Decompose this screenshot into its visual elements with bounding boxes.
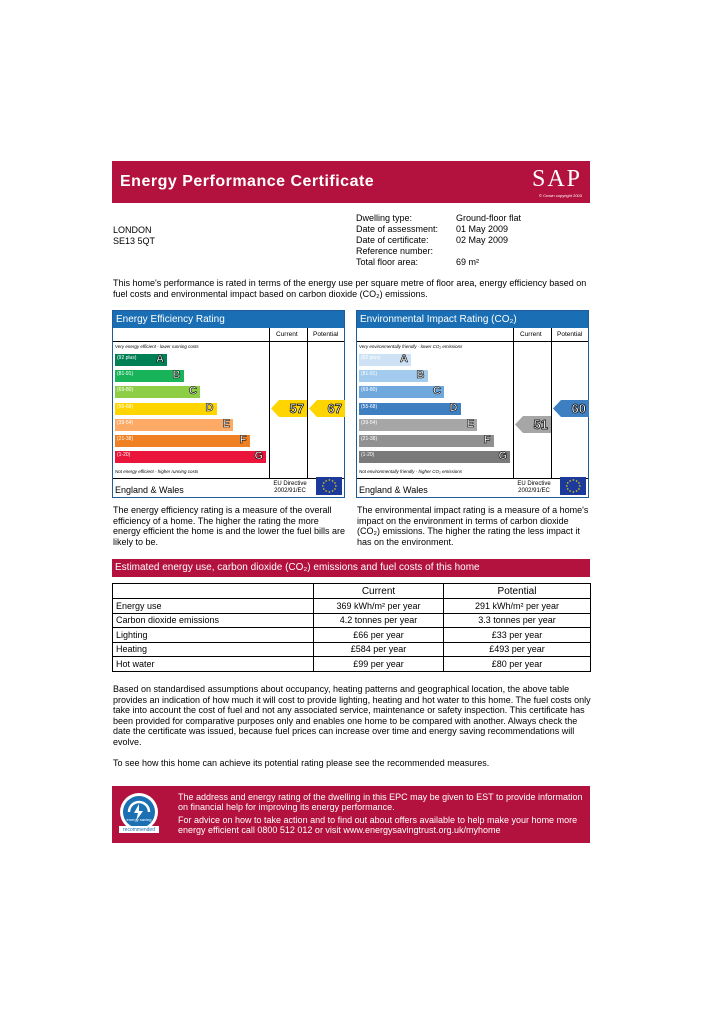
- footer-banner: [112, 786, 590, 843]
- eu-star-icon: ★: [577, 481, 581, 485]
- band-range: (55-68): [361, 403, 378, 410]
- bottom-note: Not environmentally friendly - higher CO₂ emissions: [359, 469, 463, 474]
- efficiency-description: The energy efficiency rating is a measure of the overall efficiency of a home. The higher the rating the more energy efficient the home is and the lower the fuel bills are likely to be.: [113, 505, 345, 547]
- detail-value: [456, 246, 521, 257]
- band-letter: D: [449, 401, 458, 414]
- footer-text-1: The address and energy rating of the dwelling in this EPC may be given to EST to provide information on financial help for improving its energy performance.: [178, 792, 583, 812]
- logo-text: energy saving: [126, 817, 152, 822]
- eu-directive: EU Directive 2002/91/EC: [517, 481, 551, 494]
- potential-rating-pointer: [309, 400, 345, 417]
- eu-star-icon: ★: [577, 487, 581, 491]
- sap-logo-sub: © Crown copyright 2003: [539, 193, 582, 198]
- eu-flag-icon: [316, 477, 342, 495]
- band-range: (69-80): [117, 387, 134, 394]
- table-row: [113, 613, 591, 628]
- row-current: £66 per year: [314, 628, 444, 643]
- current-column-header: Current: [276, 331, 298, 338]
- row-divider: [357, 478, 588, 479]
- eu-star-icon: ★: [328, 478, 331, 482]
- current-rating-pointer: [515, 416, 551, 433]
- row-current: £584 per year: [314, 642, 444, 657]
- row-potential: £493 per year: [444, 642, 591, 657]
- see-measures-text: To see how this home can achieve its potential rating please see the recommended measures.: [113, 758, 490, 768]
- detail-label: Total floor area:: [356, 257, 419, 267]
- table-header-blank: [113, 584, 314, 599]
- detail-label: Dwelling type:: [356, 213, 413, 223]
- rating-band-d: [359, 403, 461, 415]
- row-name: Energy use: [113, 599, 314, 614]
- eu-star-icon: ★: [572, 490, 575, 494]
- band-letter: C: [433, 385, 441, 398]
- eu-star-icon: ★: [328, 490, 331, 494]
- row-current: 369 kWh/m² per year: [314, 599, 444, 614]
- eu-flag-icon: [560, 477, 586, 495]
- eu-star-icon: ★: [568, 489, 572, 494]
- estimates-table: [112, 583, 591, 672]
- rating-band-d: [115, 403, 217, 415]
- column-divider: [307, 328, 308, 478]
- current-rating-value: 51: [533, 417, 548, 433]
- column-divider: [269, 328, 270, 478]
- eu-star-icon: ★: [321, 484, 325, 488]
- detail-label: Reference number:: [356, 246, 434, 256]
- intro-text: This home's performance is rated in terms of the energy use per square metre of floor area, energy efficiency based on fuel costs and environmental impact based on carbon dioxide (CO₂) emissions.: [113, 278, 587, 299]
- row-current: 4.2 tonnes per year: [314, 613, 444, 628]
- row-name: Hot water: [113, 657, 314, 672]
- band-range: (1-20): [361, 452, 375, 459]
- environmental-impact-title: Environmental Impact Rating (CO₂): [357, 311, 588, 328]
- logo-recommended: recommended: [123, 827, 155, 833]
- band-letter: B: [416, 369, 425, 382]
- rating-band-a: [115, 354, 167, 366]
- column-divider: [551, 328, 552, 478]
- detail-row: [356, 246, 521, 257]
- row-divider: [113, 341, 344, 342]
- band-letter: A: [156, 353, 164, 365]
- rating-band-b: [359, 370, 428, 382]
- environmental-impact-panel: [356, 310, 589, 498]
- band-range: (69-80): [361, 387, 378, 394]
- current-column-header: Current: [520, 331, 542, 338]
- footer-text: [178, 792, 586, 838]
- band-range: (81-91): [361, 371, 378, 378]
- rating-band-g: [359, 451, 510, 463]
- current-rating-pointer: [271, 400, 307, 417]
- eu-star-icon: ★: [333, 487, 337, 491]
- page-title: Energy Performance Certificate: [120, 173, 375, 190]
- detail-value: 01 May 2009: [456, 224, 509, 234]
- detail-value: Ground-floor flat: [456, 213, 522, 223]
- potential-rating-value: 67: [327, 401, 342, 417]
- column-divider: [513, 328, 514, 478]
- row-potential: 3.3 tonnes per year: [444, 613, 591, 628]
- eu-star-icon: ★: [331, 478, 334, 483]
- detail-label: Date of certificate:: [356, 235, 429, 245]
- eu-star-icon: ★: [578, 484, 582, 488]
- table-header-current: Current: [314, 584, 444, 599]
- detail-row: [356, 213, 521, 224]
- potential-column-header: Potential: [557, 331, 583, 338]
- footer-text-2: For advice on how to take action and to find out about offers available to help make your home more energy efficient call 0800 512 012 or visit www.energysavingtrust.org.uk/myhome: [178, 815, 578, 835]
- potential-column-header: Potential: [313, 331, 339, 338]
- table-row: [113, 628, 591, 643]
- rating-band-f: [359, 435, 494, 447]
- detail-row: [356, 235, 521, 246]
- country-label: England & Wales: [359, 485, 428, 495]
- address-city: LONDON: [113, 225, 152, 235]
- band-letter: B: [172, 369, 181, 382]
- band-range: (21-38): [361, 436, 378, 442]
- row-name: Carbon dioxide emissions: [113, 613, 314, 628]
- band-range: (21-38): [117, 436, 134, 442]
- potential-rating-value: 60: [571, 401, 586, 417]
- band-letter: E: [466, 417, 474, 430]
- detail-row: [356, 257, 521, 268]
- energy-efficiency-panel: [112, 310, 345, 498]
- row-divider: [357, 341, 588, 342]
- potential-rating-pointer: [553, 400, 589, 417]
- rating-band-c: [115, 386, 200, 398]
- detail-label: Date of assessment:: [356, 224, 439, 234]
- band-range: (1-20): [117, 452, 131, 459]
- rating-band-c: [359, 386, 444, 398]
- band-letter: E: [222, 417, 230, 430]
- table-header-potential: Potential: [444, 584, 591, 599]
- detail-value: 69 m²: [456, 257, 480, 267]
- row-potential: £80 per year: [444, 657, 591, 672]
- estimates-title: Estimated energy use, carbon dioxide (CO₂) emissions and fuel costs of this home: [112, 559, 590, 577]
- table-header-row: [113, 584, 591, 599]
- sap-logo-text: SAP: [531, 166, 582, 192]
- address-postcode: SE13 5QT: [113, 236, 156, 246]
- eu-star-icon: ★: [566, 487, 570, 491]
- top-note: Very energy efficient - lower running costs: [115, 344, 199, 349]
- rating-band-e: [359, 419, 477, 431]
- band-letter: C: [189, 385, 197, 398]
- band-range: (39-54): [361, 419, 378, 426]
- table-row: [113, 657, 591, 672]
- eu-star-icon: ★: [333, 481, 337, 485]
- rating-band-f: [115, 435, 250, 447]
- address-block: [113, 225, 155, 247]
- detail-value: 02 May 2009: [456, 235, 509, 245]
- band-range: (92 plus): [117, 355, 137, 361]
- eu-star-icon: ★: [322, 481, 326, 485]
- eu-star-icon: ★: [575, 478, 578, 483]
- rating-band-b: [115, 370, 184, 382]
- band-range: (39-54): [117, 419, 134, 426]
- eu-star-icon: ★: [572, 478, 575, 482]
- band-letter: G: [498, 450, 507, 463]
- detail-row: [356, 224, 521, 235]
- eu-star-icon: ★: [568, 478, 572, 483]
- energy-saving-recommended-logo: [116, 790, 162, 838]
- header-banner: [112, 161, 590, 203]
- eu-star-icon: ★: [334, 484, 338, 488]
- eu-star-icon: ★: [565, 484, 569, 488]
- band-letter: A: [400, 353, 408, 365]
- eu-star-icon: ★: [566, 481, 570, 485]
- top-note: Very environmentally friendly - lower CO₂ emissions: [359, 344, 463, 349]
- band-range: (55-68): [117, 403, 134, 410]
- eu-star-icon: ★: [324, 478, 328, 483]
- band-range: (92 plus): [361, 355, 381, 361]
- energy-efficiency-title: Energy Efficiency Rating: [113, 311, 344, 328]
- sap-logo: [522, 164, 582, 200]
- rating-band-a: [359, 354, 411, 366]
- bottom-note: Not energy efficient - higher running costs: [115, 469, 199, 474]
- rating-band-g: [115, 451, 266, 463]
- eu-star-icon: ★: [322, 487, 326, 491]
- band-letter: D: [205, 401, 214, 414]
- band-range: (81-91): [117, 371, 134, 378]
- band-letter: F: [239, 434, 247, 446]
- row-divider: [113, 478, 344, 479]
- band-letter: G: [254, 450, 263, 463]
- eu-star-icon: ★: [331, 489, 334, 494]
- assumptions-text: Based on standardised assumptions about occupancy, heating patterns and geographical location, the above table provides an indication of how much it will cost to provide lighting, heating and hot water to this home. The fuel costs only take into account the cost of fuel and not any associated service, maintenance or safety inspection. This certificate has been provided for comparative purposes only and enables one home to be compared with another. Always check the date the certificate was issued, because fuel prices can increase over time and energy saving recommendations will evolve.: [113, 684, 591, 747]
- band-letter: F: [483, 434, 491, 446]
- row-potential: £33 per year: [444, 628, 591, 643]
- current-rating-value: 57: [289, 401, 304, 417]
- eu-directive: EU Directive 2002/91/EC: [273, 481, 307, 494]
- row-potential: 291 kWh/m² per year: [444, 599, 591, 614]
- dwelling-details: [356, 213, 521, 268]
- row-name: Heating: [113, 642, 314, 657]
- environment-description: The environmental impact rating is a measure of a home's impact on the environment in terms of carbon dioxide (CO₂) emissions. The higher the rating the less impact it has on the environment.: [357, 505, 589, 547]
- rating-band-e: [115, 419, 233, 431]
- table-row: [113, 599, 591, 614]
- eu-star-icon: ★: [324, 489, 328, 494]
- row-current: £99 per year: [314, 657, 444, 672]
- table-row: [113, 642, 591, 657]
- eu-star-icon: ★: [575, 489, 578, 494]
- row-name: Lighting: [113, 628, 314, 643]
- country-label: England & Wales: [115, 485, 184, 495]
